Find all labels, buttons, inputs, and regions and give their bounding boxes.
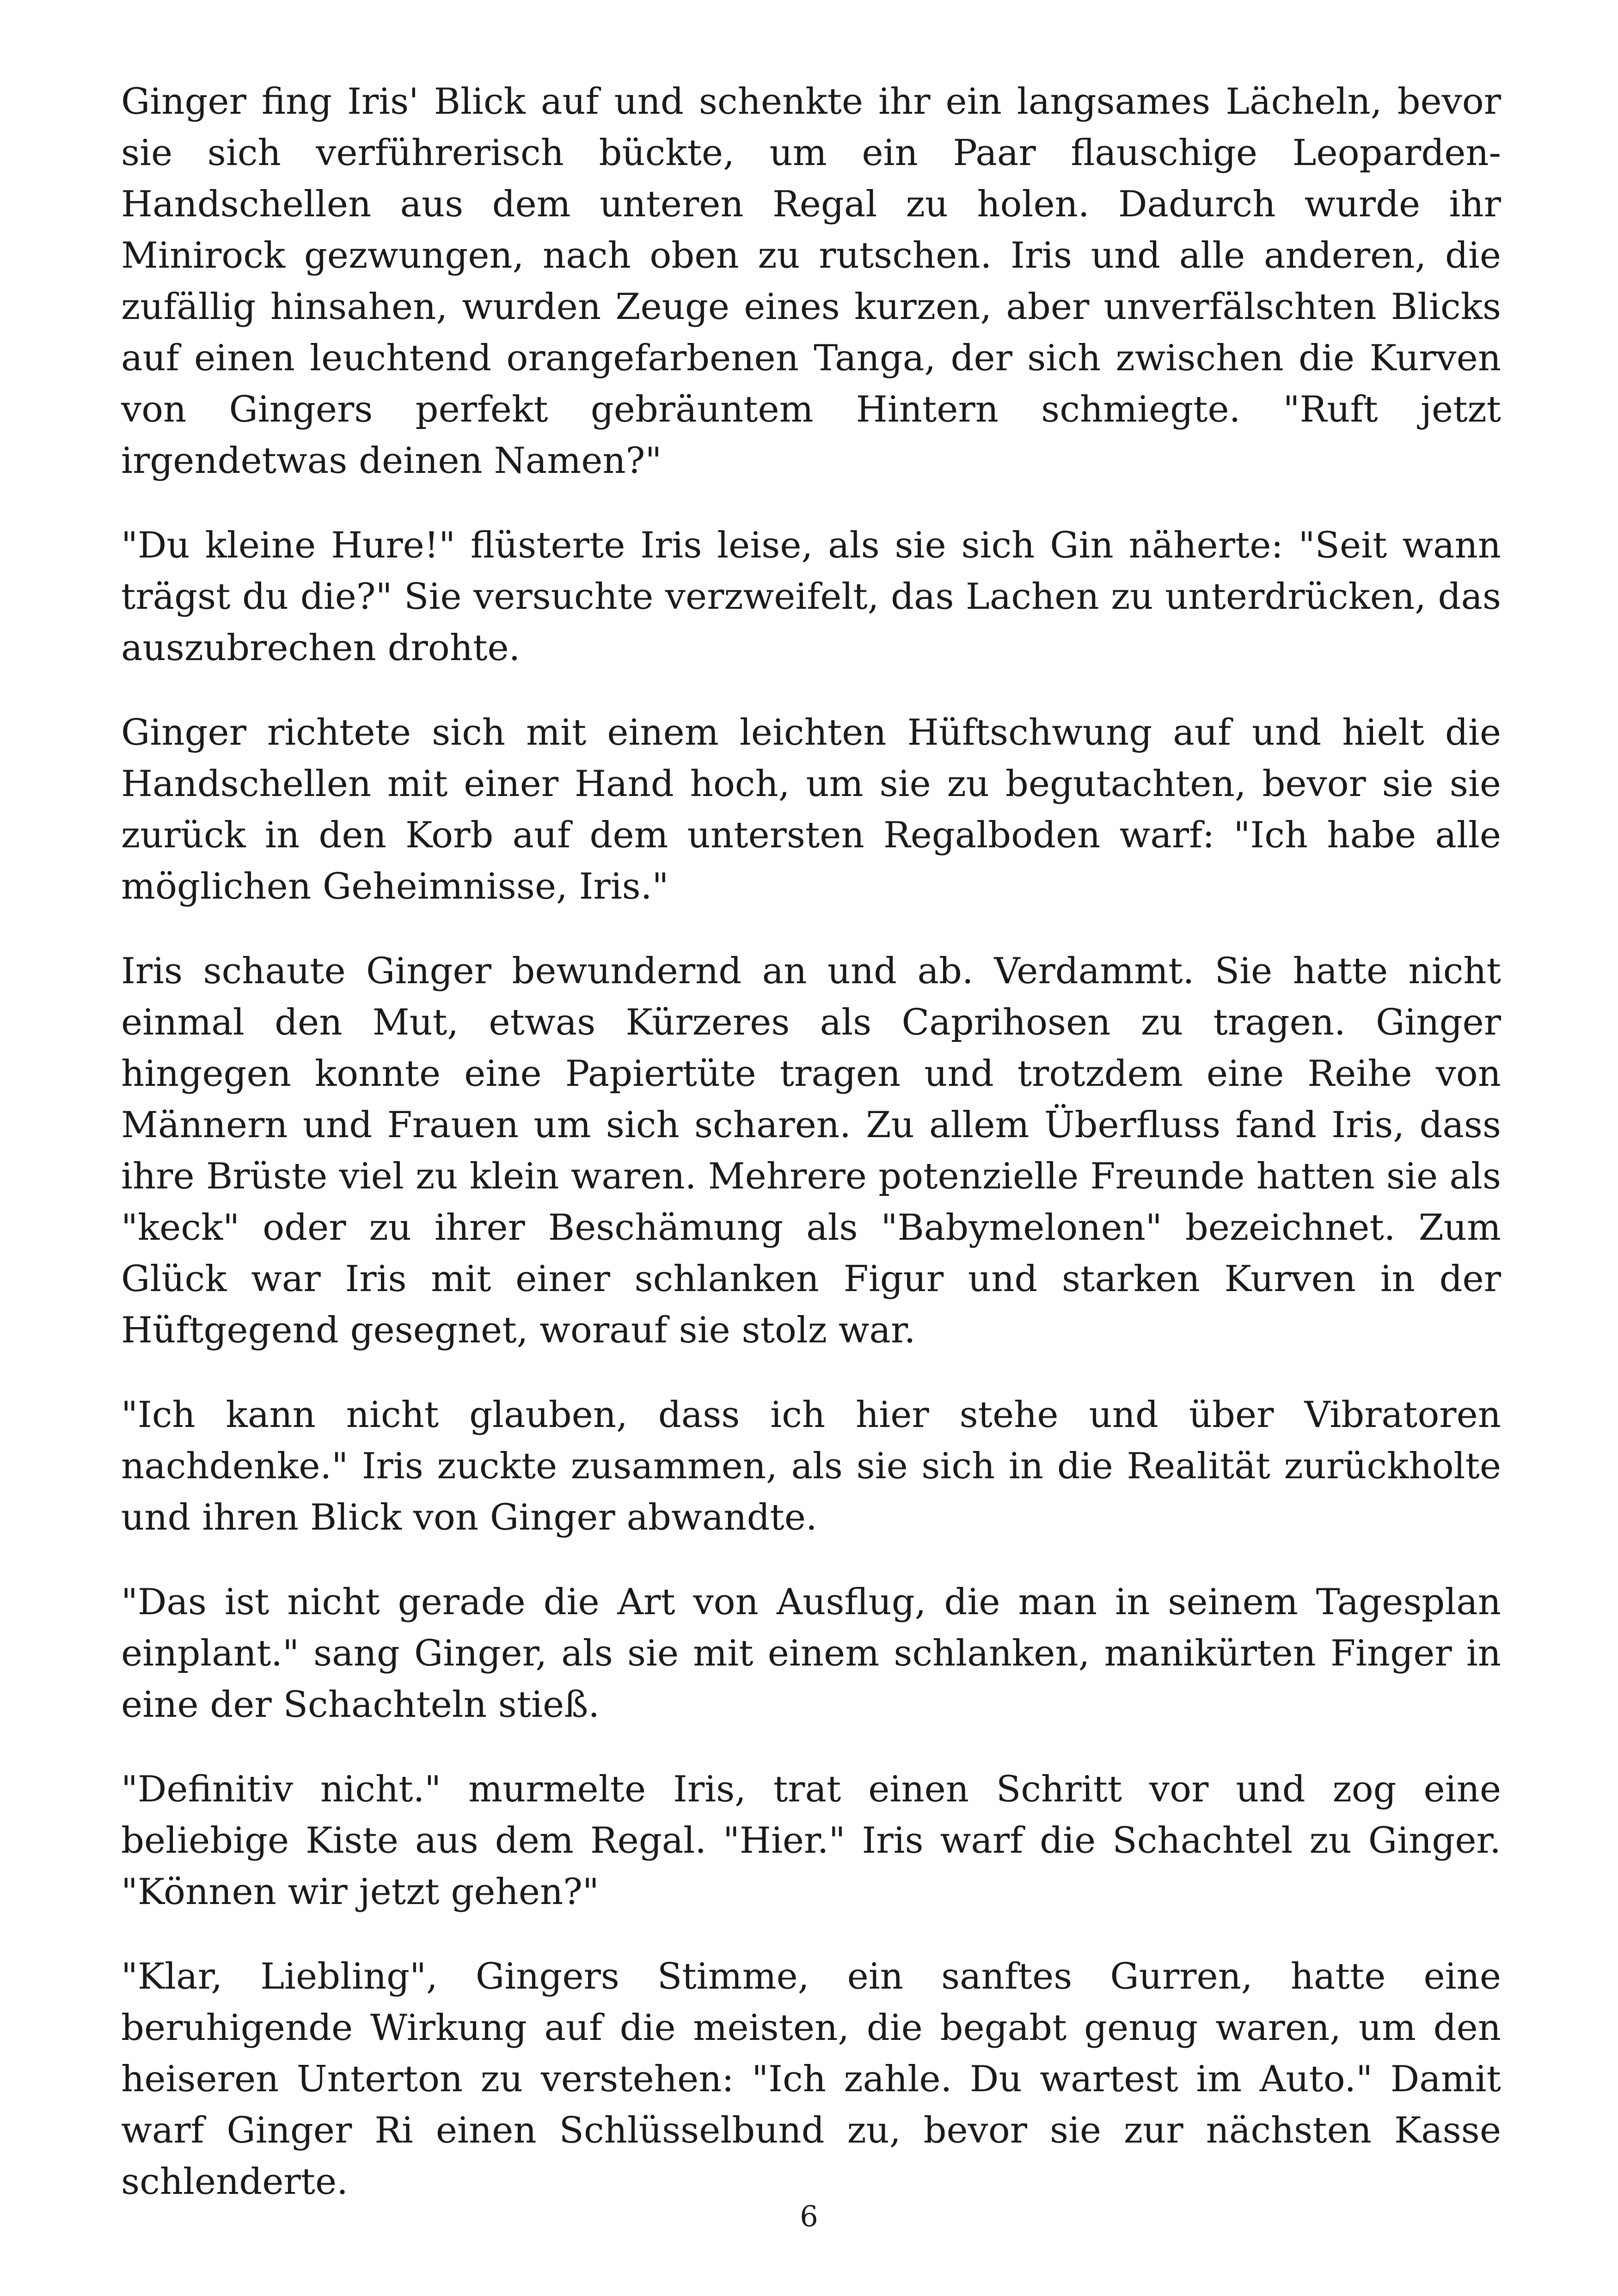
paragraph: "Du kleine Hure!" flüsterte Iris leise, als sie sich Gin näherte: "Seit wann trägst du die?" Sie versuchte verzweifelt, das Lachen zu unterdrücken, das auszubrechen drohte. — [121, 525, 1501, 669]
paragraph: "Definitiv nicht." murmelte Iris, trat einen Schritt vor und zog eine beliebige Kiste aus dem Regal. "Hier." Iris warf die Schachtel zu Ginger. "Können wir jetzt gehen?" — [121, 1769, 1501, 1913]
paragraph: Iris schaute Ginger bewundernd an und ab. Verdammt. Sie hatte nicht einmal den Mut, etwas Kürzeres als Caprihosen zu tragen. Ginger hingegen konnte eine Papiertüte tragen und trotzdem eine Reihe von Männern und Frauen um sich scharen. Zu allem Überfluss fand Iris, dass ihre Brüste viel zu klein waren. Mehrere potenzielle Freunde hatten sie als "keck" oder zu ihrer Beschämung als "Babymelonen" bezeichnet. Zum Glück war Iris mit einer schlanken Figur und starken Kurven in der Hüftgegend gesegnet, worauf sie stolz war. — [121, 950, 1501, 1351]
paragraph: Ginger richtete sich mit einem leichten Hüftschwung auf und hielt die Handschellen mit einer Hand hoch, um sie zu begutachten, bevor sie sie zurück in den Korb auf dem untersten Regalboden warf: "Ich habe alle möglichen Geheimnisse, Iris." — [121, 712, 1501, 907]
body-text — [121, 76, 1501, 2241]
paragraph: "Ich kann nicht glauben, dass ich hier stehe und über Vibratoren nachdenke." Iris zuckte zusammen, als sie sich in die Realität zurückholte und ihren Blick von Ginger abwandte. — [121, 1394, 1501, 1538]
paragraph: "Klar, Liebling", Gingers Stimme, ein sanftes Gurren, hatte eine beruhigende Wirkung auf die meisten, die begabt genug waren, um den heiseren Unterton zu verstehen: "Ich zahle. Du wartest im Auto." Damit warf Ginger Ri einen Schlüsselbund zu, bevor sie zur nächsten Kasse schlenderte. — [121, 1956, 1501, 2203]
page-number: 6 — [800, 2199, 818, 2233]
paragraph: Ginger fing Iris' Blick auf und schenkte ihr ein langsames Lächeln, bevor sie sich verführerisch bückte, um ein Paar flauschige Leoparden-Handschellen aus dem unteren Regal zu holen. Dadurch wurde ihr Minirock gezwungen, nach oben zu rutschen. Iris und alle anderen, die zufällig hinsahen, wurden Zeuge eines kurzen, aber unverfälschten Blicks auf einen leuchtend orangefarbenen Tanga, der sich zwischen die Kurven von Gingers perfekt gebräuntem Hintern schmiegte. "Ruft jetzt irgendetwas deinen Namen?" — [121, 81, 1501, 482]
paragraph: "Das ist nicht gerade die Art von Ausflug, die man in seinem Tagesplan einplant." sang Ginger, als sie mit einem schlanken, manikürten Finger in eine der Schachteln stieß. — [121, 1581, 1501, 1726]
